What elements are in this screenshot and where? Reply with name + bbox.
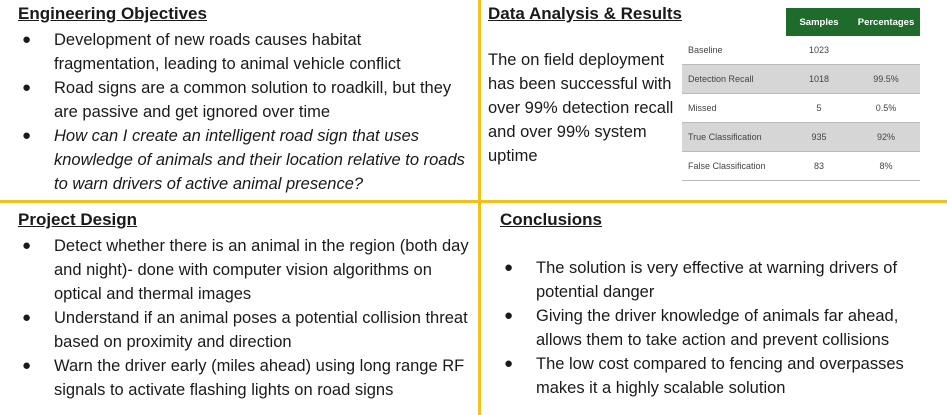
list-item [18, 306, 473, 354]
results-text: The on field deployment has been successful with over 99% detection recall and over 99% system uptime [488, 51, 674, 165]
bullet-text: The solution is very effective at warning drivers of potential danger [536, 259, 898, 301]
table-row [682, 65, 920, 94]
design-title: Project Design [18, 210, 138, 229]
bullet-icon: ● [22, 79, 32, 96]
bullet-text: Warn the driver early (miles ahead) using long range RF signals to activate flashing lights on road signs [54, 357, 465, 399]
bullet-text: Development of new roads causes habitat fragmentation, leading to animal vehicle conflict [54, 31, 401, 73]
bullet-icon: ● [22, 309, 32, 326]
list-item [18, 234, 473, 306]
objectives-panel [18, 4, 468, 196]
design-panel [18, 210, 473, 402]
row-label: Missed [682, 94, 786, 123]
list-item [18, 76, 468, 124]
table-header-percentages: Percentages [852, 8, 920, 36]
results-title: Data Analysis & Results [488, 4, 682, 23]
design-list [18, 234, 473, 402]
conclusions-panel [500, 210, 930, 400]
row-samples: 5 [786, 94, 852, 123]
list-item [500, 304, 930, 352]
row-percent: 92% [852, 123, 920, 152]
bullet-icon: ● [504, 307, 514, 324]
bullet-text: Road signs are a common solution to roadkill, but they are passive and get ignored over time [54, 79, 452, 121]
table-header-samples: Samples [786, 8, 852, 36]
row-percent: 8% [852, 152, 920, 181]
table-row [682, 94, 920, 123]
table-row [682, 152, 920, 181]
row-label: Baseline [682, 36, 786, 65]
bullet-icon: ● [504, 259, 514, 276]
table-header-blank [682, 8, 786, 36]
bullet-icon: ● [504, 355, 514, 372]
row-label: True Classification [682, 123, 786, 152]
row-samples: 935 [786, 123, 852, 152]
conclusions-title: Conclusions [500, 210, 603, 229]
bullet-icon: ● [22, 31, 32, 48]
bullet-text: The low cost compared to fencing and overpasses makes it a highly scalable solution [536, 355, 904, 397]
bullet-icon: ● [22, 357, 32, 374]
row-percent: 0.5% [852, 94, 920, 123]
row-percent [852, 36, 920, 65]
horizontal-divider [0, 200, 947, 203]
row-samples: 1018 [786, 65, 852, 94]
results-panel [488, 4, 682, 168]
bullet-icon: ● [22, 127, 32, 144]
results-table [682, 8, 920, 181]
table-row [682, 123, 920, 152]
results-table-wrap [682, 8, 920, 181]
row-percent: 99.5% [852, 65, 920, 94]
list-item [18, 28, 468, 76]
bullet-icon: ● [22, 237, 32, 254]
list-item [18, 124, 468, 196]
conclusions-list [500, 256, 930, 400]
list-item [500, 352, 930, 400]
row-label: Detection Recall [682, 65, 786, 94]
bullet-text: Detect whether there is an animal in the region (both day and night)- done with computer vision algorithms on optical and thermal images [54, 237, 469, 303]
row-samples: 83 [786, 152, 852, 181]
row-samples: 1023 [786, 36, 852, 65]
vertical-divider [478, 0, 481, 415]
row-label: False Classification [682, 152, 786, 181]
table-header-row [682, 8, 920, 36]
bullet-text: How can I create an intelligent road sign that uses knowledge of animals and their location relative to roads to warn drivers of active animal presence? [54, 127, 465, 193]
objectives-list [18, 28, 468, 196]
bullet-text: Giving the driver knowledge of animals far ahead, allows them to take action and prevent collisions [536, 307, 899, 349]
bullet-text: Understand if an animal poses a potential collision threat based on proximity and direction [54, 309, 468, 351]
list-item [18, 354, 473, 402]
list-item [500, 256, 930, 304]
table-row [682, 36, 920, 65]
objectives-title: Engineering Objectives [18, 4, 207, 23]
